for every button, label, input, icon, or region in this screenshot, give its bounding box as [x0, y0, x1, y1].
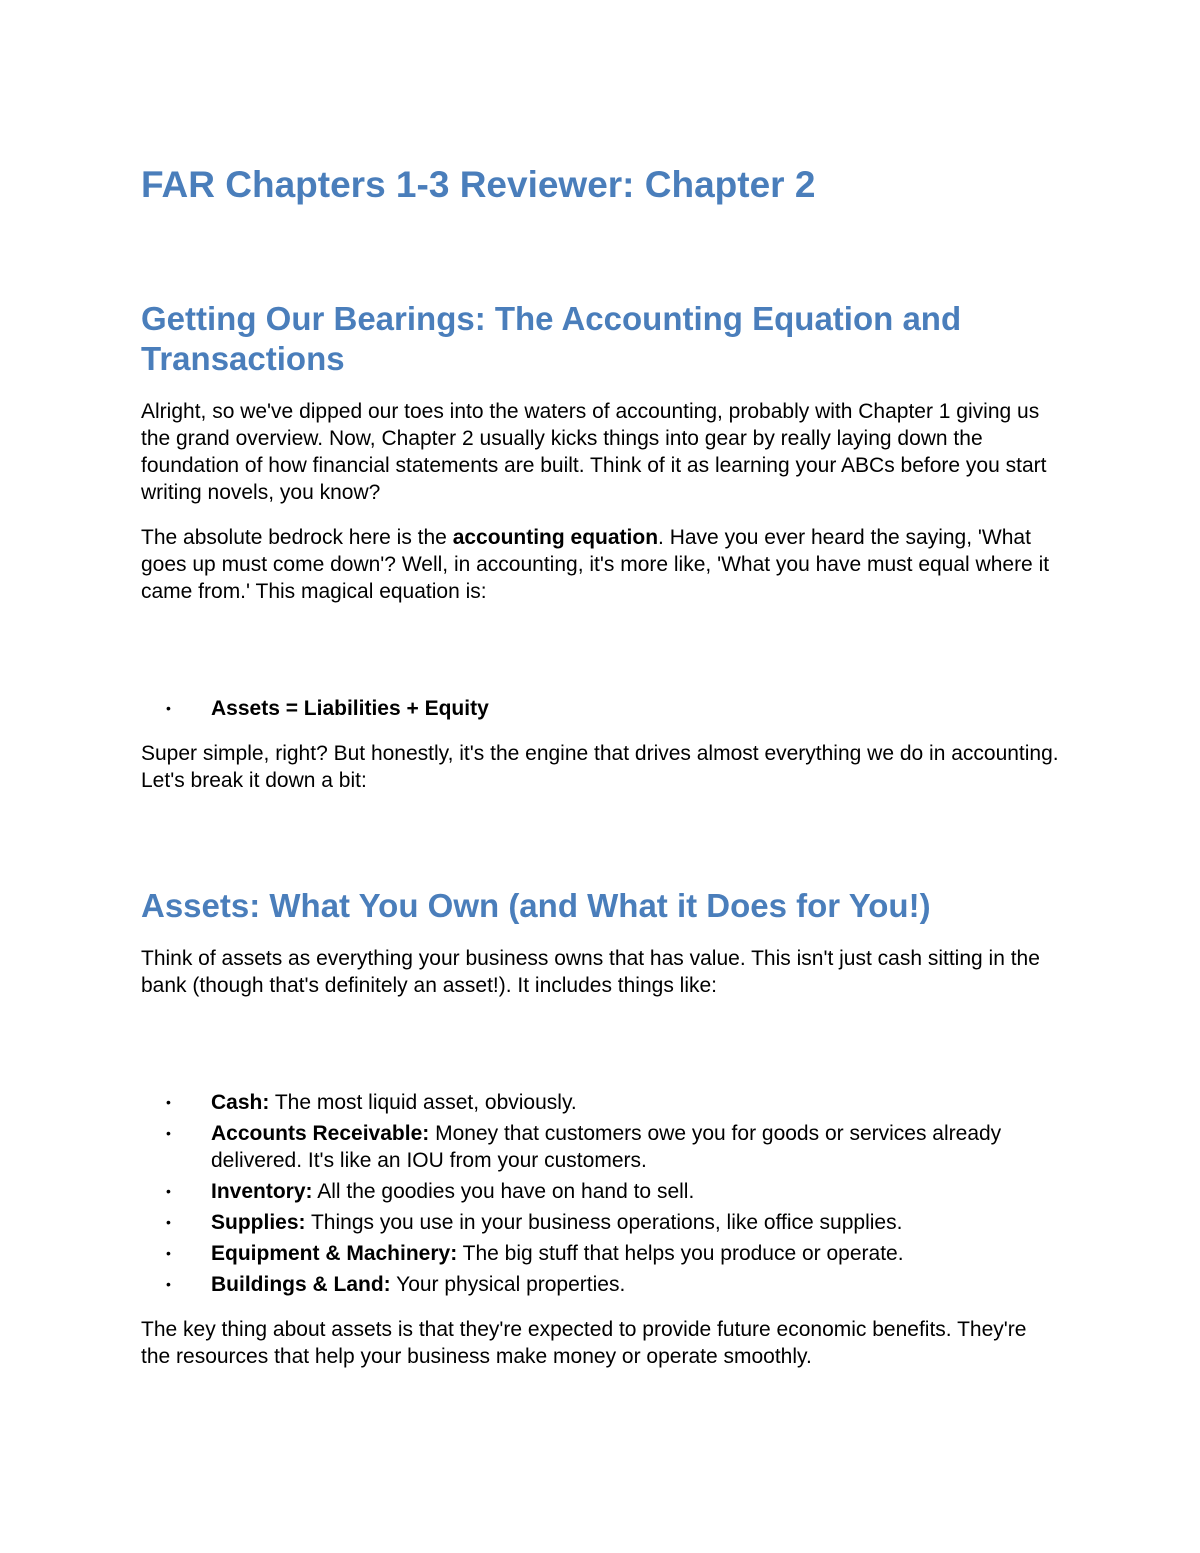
bullet-icon: • [166, 1276, 171, 1292]
equation-text: Assets = Liabilities + Equity [211, 697, 489, 720]
accounting-equation-term: accounting equation [452, 526, 659, 549]
paragraph-bedrock [141, 524, 1061, 605]
bullet-icon: • [166, 700, 171, 716]
bullet-icon: • [166, 1094, 171, 1110]
asset-description: Money that customers owe you for goods or services already delivered. It's like an IOU from your customers. [211, 1122, 1002, 1172]
asset-description: All the goodies you have on hand to sell. [312, 1180, 695, 1203]
list-item [141, 1271, 1061, 1298]
paragraph-assets-conclusion: The key thing about assets is that they're expected to provide future economic benefits. They're the resources that help your business make money or operate smoothly. [141, 1318, 1027, 1368]
list-item [141, 1120, 1061, 1174]
asset-term: Supplies: [211, 1211, 306, 1234]
list-item [141, 1178, 1061, 1205]
asset-description: Things you use in your business operations, like office supplies. [305, 1211, 903, 1234]
paragraph-bedrock-text-1: The absolute bedrock here is the [141, 526, 453, 549]
bullet-icon: • [166, 1183, 171, 1199]
paragraph-assets-intro: Think of assets as everything your business owns that has value. This isn't just cash sitting in the bank (though that's definitely an asset!). It includes things like: [141, 947, 1040, 997]
paragraph-intro: Alright, so we've dipped our toes into the waters of accounting, probably with Chapter 1 giving us the grand overview. Now, Chapter 2 usually kicks things into gear by really laying down the foundation of how financial statements are built. Think of it as learning your ABCs before you start writing novels, you know? [141, 400, 1047, 504]
section-heading-accounting-equation: Getting Our Bearings: The Accounting Equation and Transactions [141, 300, 962, 377]
assets-list [141, 1089, 1061, 1302]
list-item [141, 1240, 1061, 1267]
asset-term: Buildings & Land: [211, 1273, 391, 1296]
paragraph-engine: Super simple, right? But honestly, it's the engine that drives almost everything we do in accounting. Let's break it down a bit: [141, 742, 1059, 792]
list-item [141, 1209, 1061, 1236]
bullet-icon: • [166, 1245, 171, 1261]
asset-description: The big stuff that helps you produce or operate. [457, 1242, 904, 1265]
asset-term: Inventory: [211, 1180, 313, 1203]
list-item [141, 695, 1061, 722]
asset-term: Cash: [211, 1091, 270, 1114]
asset-term: Accounts Receivable: [211, 1122, 430, 1145]
list-item [141, 1089, 1061, 1116]
bullet-icon: • [166, 1214, 171, 1230]
paragraph-bedrock-text-2: . Have you ever heard the saying, 'What goes up must come down'? Well, in accounting, it's more like, 'What you have must equal where it came from.' This magical equation is: [141, 526, 1050, 603]
equation-list [141, 695, 1061, 726]
page-title: FAR Chapters 1-3 Reviewer: Chapter 2 [141, 164, 816, 205]
bullet-icon: • [166, 1125, 171, 1141]
section-heading-assets: Assets: What You Own (and What it Does for You!) [141, 887, 931, 924]
asset-term: Equipment & Machinery: [211, 1242, 458, 1265]
asset-description: Your physical properties. [390, 1273, 626, 1296]
asset-description: The most liquid asset, obviously. [269, 1091, 577, 1114]
